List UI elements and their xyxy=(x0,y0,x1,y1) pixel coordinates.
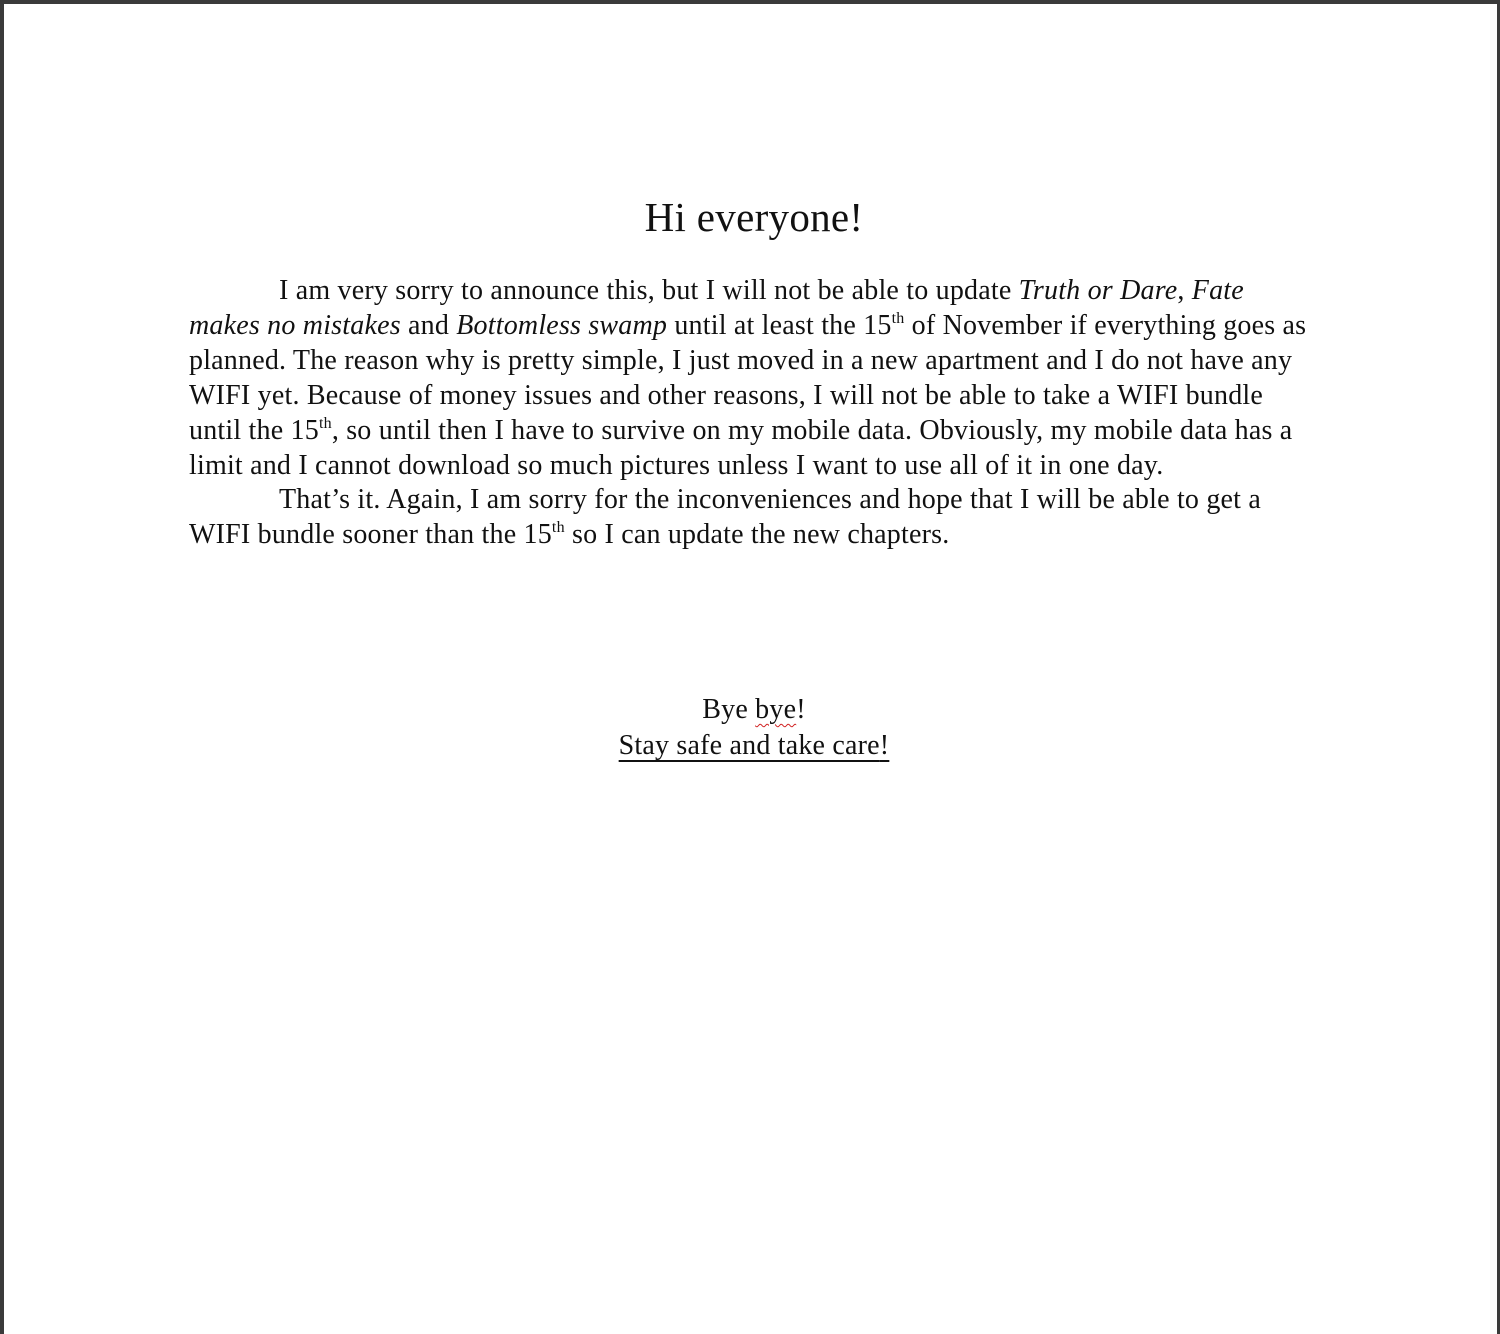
paragraph-1-text-1: I am very sorry to announce this, but I will not be able to update xyxy=(279,275,1019,306)
closing xyxy=(189,692,1319,764)
paragraph-2-text-1: That’s it. Again, I am sorry for the inconveniences and hope that I will be able to get a WIFI bundle sooner than the 15 xyxy=(189,484,1261,551)
paragraph-1 xyxy=(189,274,1319,483)
paragraph-1-text-3: and xyxy=(400,309,457,341)
closing-stay-safe-words: Stay safe and take care xyxy=(618,730,880,761)
story-title-fate-makes-no-mistakes: Fate makes no mistakes xyxy=(189,275,1244,341)
closing-stay-safe-text xyxy=(619,730,890,761)
story-title-bottomless-swamp: Bottomless swamp xyxy=(456,309,668,341)
closing-bye-line xyxy=(189,692,1319,728)
spellcheck-flagged-word[interactable]: bye xyxy=(755,694,797,725)
paragraph-2-text-2: so I can update the new chapters. xyxy=(564,519,950,551)
paragraph-1-text-5: of November if everything goes as planned. The reason why is pretty simple, I just moved in a new apartment and I do not have any WIFI yet. Because of money issues and other reasons, I will not be able to take a WIFI bundle until the 15 xyxy=(189,309,1307,446)
closing-bye-exclamation: ! xyxy=(796,694,806,725)
document-title: Hi everyone! xyxy=(644,194,864,240)
paragraph-1-text-4: until at least the 15 xyxy=(667,309,892,341)
story-title-truth-or-dare: Truth or Dare xyxy=(1018,275,1178,306)
paragraph-1-text-6: , so until then I have to survive on my mobile data. Obviously, my mobile data has a limit and I cannot download so much pictures unless I want to use all of it in one day. xyxy=(189,414,1293,481)
closing-bye-text: Bye xyxy=(702,694,756,725)
ordinal-suffix: th xyxy=(318,414,332,432)
paragraph-2 xyxy=(189,483,1319,553)
closing-stay-safe-exclamation: ! xyxy=(879,730,890,761)
paragraph-1-text-2: , xyxy=(1177,275,1192,306)
body-text xyxy=(189,274,1319,553)
ordinal-suffix: th xyxy=(891,309,905,327)
ordinal-suffix: th xyxy=(551,519,565,537)
closing-stay-safe-line xyxy=(189,728,1319,764)
